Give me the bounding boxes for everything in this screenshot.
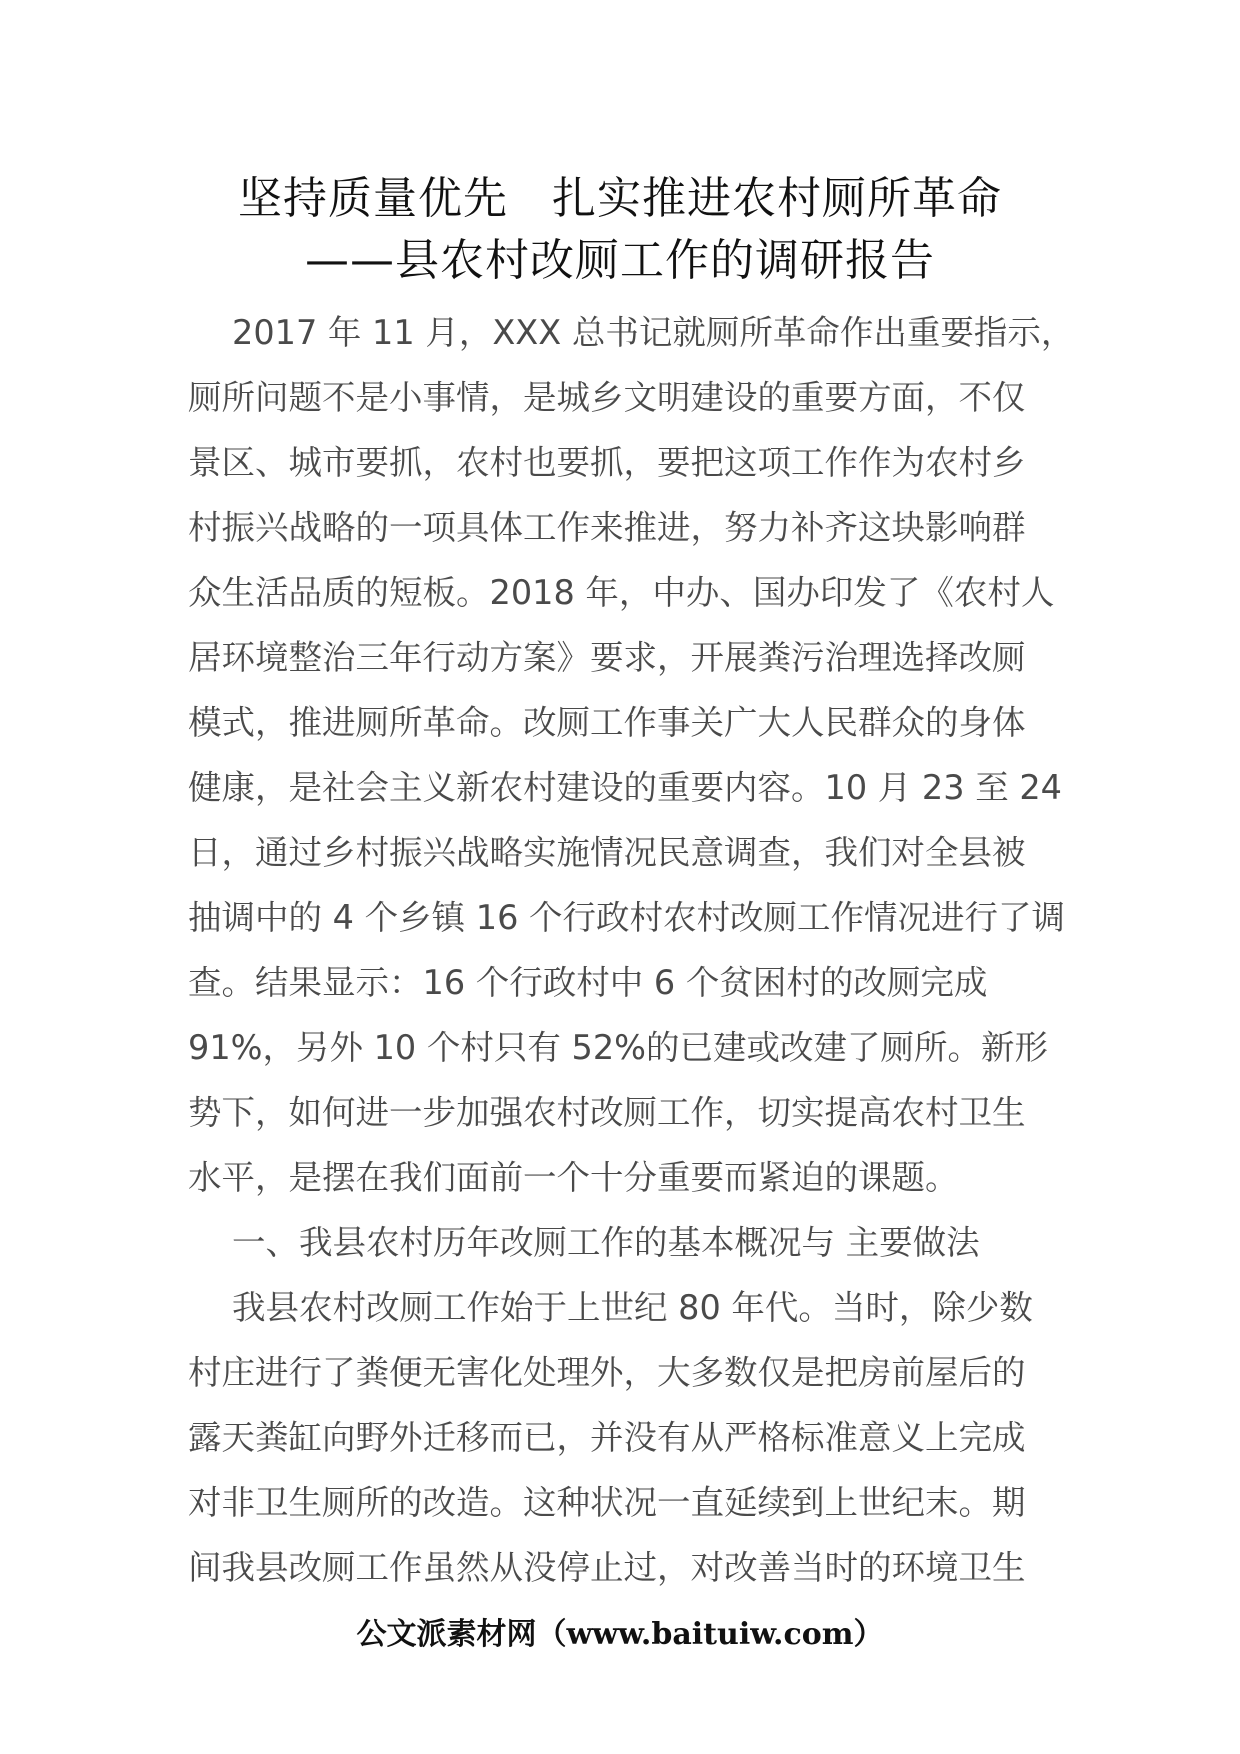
paragraph-line: 91%，另外 10 个村只有 52%的已建或改建了厕所。新形 xyxy=(188,1028,1048,1067)
paragraph-line: 对非卫生厕所的改造。这种状况一直延续到上世纪末。期 xyxy=(188,1483,1026,1522)
paragraph-line: 厕所问题不是小事情，是城乡文明建设的重要方面，不仅 xyxy=(188,378,1026,417)
paragraph-line: 模式，推进厕所革命。改厕工作事关广大人民群众的身体 xyxy=(188,703,1026,742)
paragraph-line: 我县农村改厕工作始于上世纪 80 年代。当时，除少数 xyxy=(232,1288,1033,1327)
paragraph-line: 势下，如何进一步加强农村改厕工作，切实提高农村卫生 xyxy=(188,1093,1026,1132)
title-line-1 xyxy=(0,168,1240,230)
paragraph-line: 村振兴战略的一项具体工作来推进，努力补齐这块影响群 xyxy=(188,508,1026,547)
title-part-1: 坚持质量优先 xyxy=(238,173,508,224)
paragraph-line: 露天粪缸向野外迁移而已，并没有从严格标准意义上完成 xyxy=(188,1418,1026,1457)
paragraph-line: 健康，是社会主义新农村建设的重要内容。10 月 23 至 24 xyxy=(188,768,1062,807)
paragraph-line: 日，通过乡村振兴战略实施情况民意调查，我们对全县被 xyxy=(188,833,1026,872)
paragraph-line: 2017 年 11 月，XXX 总书记就厕所革命作出重要指示， xyxy=(232,313,1075,352)
document-body xyxy=(188,300,1075,1600)
title-line-2: ——县农村改厕工作的调研报告 xyxy=(305,235,935,286)
paragraph-line: 景区、城市要抓，农村也要抓，要把这项工作作为农村乡 xyxy=(188,443,1026,482)
title-part-2: 扎实推进农村厕所革命 xyxy=(552,173,1002,224)
page-footer-watermark: 公文派素材网（www.baituiw.com） xyxy=(356,1617,884,1652)
paragraph-line: 抽调中的 4 个乡镇 16 个行政村农村改厕工作情况进行了调 xyxy=(188,898,1066,937)
paragraph-line: 村庄进行了粪便无害化处理外，大多数仅是把房前屋后的 xyxy=(188,1353,1026,1392)
paragraph-line: 居环境整治三年行动方案》要求，开展粪污治理选择改厕 xyxy=(188,638,1026,677)
paragraph-line: 众生活品质的短板。2018 年，中办、国办印发了《农村人 xyxy=(188,573,1055,612)
section-heading: 一、我县农村历年改厕工作的基本概况与 主要做法 xyxy=(232,1223,980,1262)
document-title xyxy=(0,168,1240,292)
paragraph-line: 水平，是摆在我们面前一个十分重要而紧迫的课题。 xyxy=(188,1158,959,1197)
paragraph-line: 间我县改厕工作虽然从没停止过，对改善当时的环境卫生 xyxy=(188,1548,1026,1587)
paragraph-line: 查。结果显示：16 个行政村中 6 个贫困村的改厕完成 xyxy=(188,963,988,1002)
